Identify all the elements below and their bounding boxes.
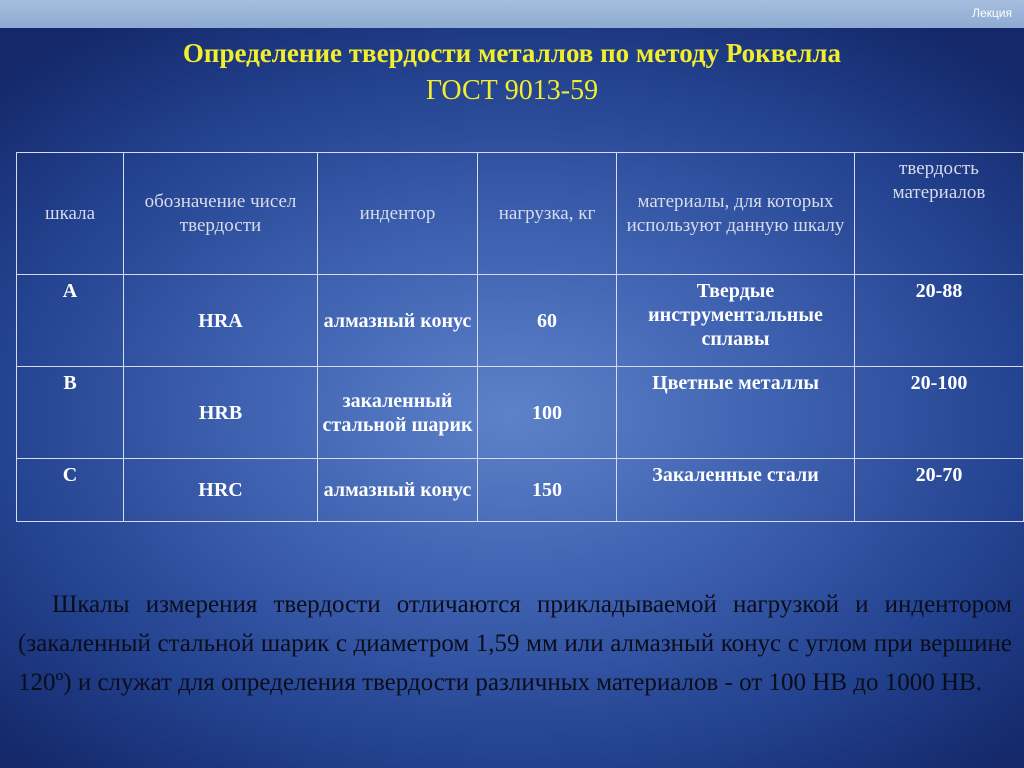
header-scale: шкала xyxy=(17,153,124,275)
cell-designation: HRA xyxy=(124,275,318,367)
cell-load: 150 xyxy=(478,459,617,522)
cell-hardness: 20-100 xyxy=(855,367,1024,459)
table-row xyxy=(17,459,1024,522)
cell-materials: Твердые инструментальные сплавы xyxy=(617,275,855,367)
description-paragraph xyxy=(18,585,1012,702)
cell-hardness: 20-88 xyxy=(855,275,1024,367)
cell-designation: HRB xyxy=(124,367,318,459)
cell-scale: A xyxy=(17,275,124,367)
hardness-scales-table xyxy=(16,152,1024,522)
description-text: Шкалы измерения твердости отличаются прикладываемой нагрузкой и индентором (закаленный стальной шарик с диаметром 1,59 мм или алмазный конус с углом при вершине 120º) и служат для определения твердости различных материалов - от 100 НВ до 1000 НВ. xyxy=(18,591,1012,696)
cell-indenter: алмазный конус xyxy=(318,459,478,522)
header-indenter: индентор xyxy=(318,153,478,275)
header-hardness: твердость материалов xyxy=(855,153,1024,275)
header-designation: обозначение чисел твердости xyxy=(124,153,318,275)
cell-scale: C xyxy=(17,459,124,522)
cell-load: 100 xyxy=(478,367,617,459)
cell-load: 60 xyxy=(478,275,617,367)
slide-title: Определение твердости металлов по методу Роквелла xyxy=(182,38,842,68)
table-row xyxy=(17,367,1024,459)
top-bar xyxy=(0,0,1024,28)
table-row xyxy=(17,275,1024,367)
slide-subtitle: ГОСТ 9013-59 xyxy=(425,75,599,106)
cell-designation: HRC xyxy=(124,459,318,522)
cell-hardness: 20-70 xyxy=(855,459,1024,522)
cell-scale: B xyxy=(17,367,124,459)
cell-materials: Цветные металлы xyxy=(617,367,855,459)
cell-materials: Закаленные стали xyxy=(617,459,855,522)
cell-indenter: закаленный стальной шарик xyxy=(318,367,478,459)
header-materials: материалы, для которых используют данную шкалу xyxy=(617,153,855,275)
cell-indenter: алмазный конус xyxy=(318,275,478,367)
lecture-label: Лекция xyxy=(972,6,1012,20)
header-load: нагрузка, кг xyxy=(478,153,617,275)
table-header-row xyxy=(17,153,1024,275)
